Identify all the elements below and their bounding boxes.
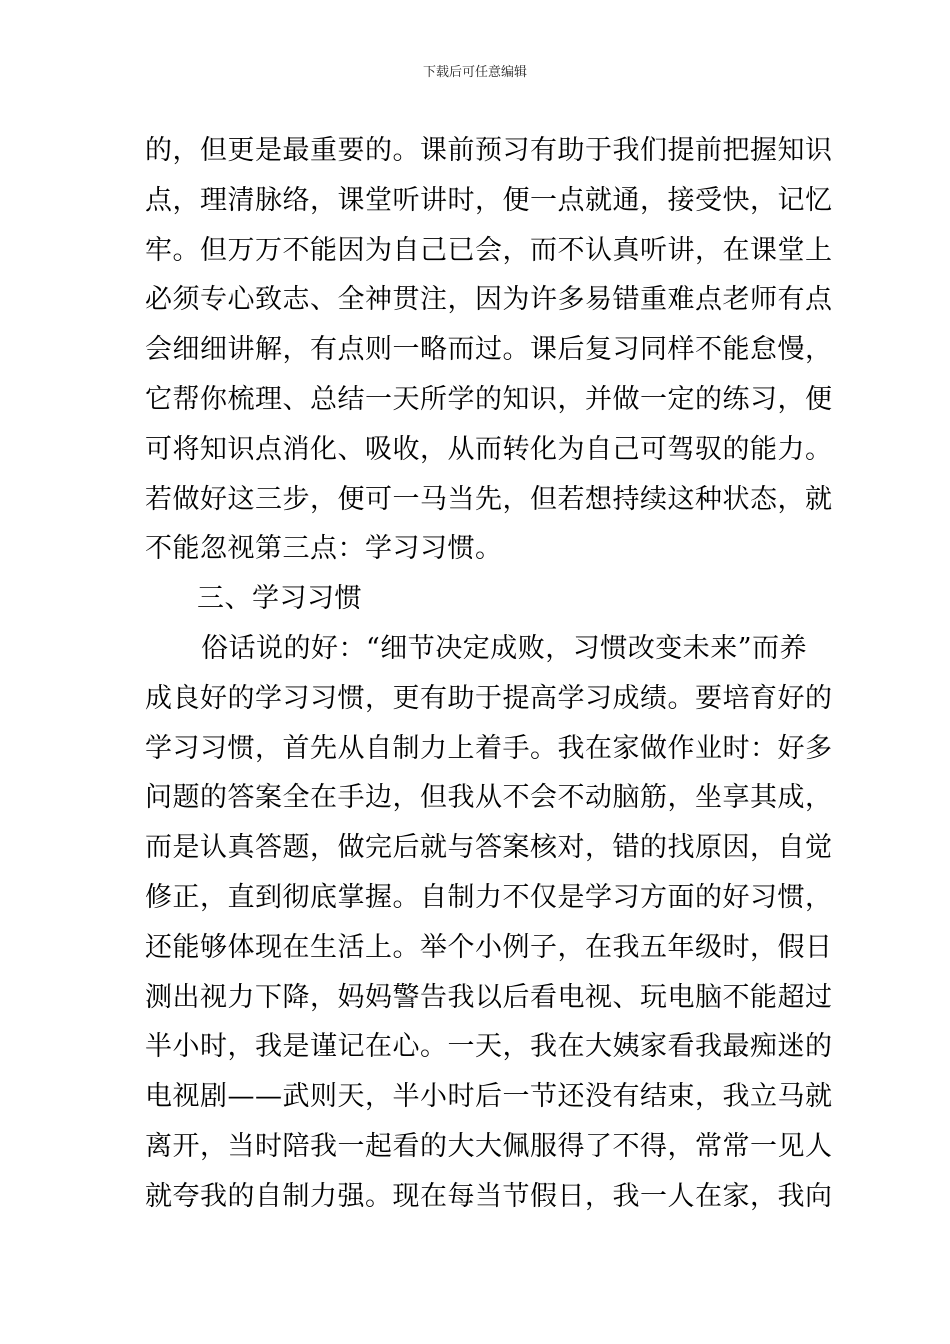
text-line: 点，理清脉络，课堂听讲时，便一点就通，接受快，记忆 [145, 184, 833, 216]
text-line: 半小时，我是谨记在心。一天，我在大姨家看我最痴迷的 [145, 1031, 833, 1063]
text-line: 而是认真答题，做完后就与答案核对，错的找原因，自觉 [145, 832, 833, 864]
text-line: 还能够体现在生活上。举个小例子，在我五年级时，假日 [145, 931, 833, 963]
text-line: 问题的答案全在手边，但我从不会不动脑筋，坐享其成， [145, 782, 833, 814]
document-body [145, 126, 833, 1222]
text-line: 学习习惯，首先从自制力上着手。我在家做作业时：好多 [145, 732, 833, 764]
text-line: 若做好这三步，便可一马当先，但若想持续这种状态，就 [145, 483, 833, 515]
text-line: 的，但更是最重要的。课前预习有助于我们提前把握知识 [145, 135, 833, 166]
section-heading: 三、学习习惯 [197, 583, 362, 615]
text-line: 成良好的学习习惯，更有助于提高学习成绩。要培育好的 [145, 682, 833, 714]
text-line: 牢。但万万不能因为自己已会，而不认真听讲，在课堂上 [145, 234, 833, 266]
paragraph-start-line: 俗话说的好：“细节决定成败，习惯改变未来”而养 [201, 632, 808, 664]
text-line: 必须专心致志、全神贯注，因为许多易错重难点老师有点 [145, 284, 833, 316]
text-line: 电视剧——武则天，半小时后一节还没有结束，我立马就 [145, 1081, 833, 1113]
text-line: 修正，直到彻底掌握。自制力不仅是学习方面的好习惯， [145, 881, 833, 913]
page-header: 下载后可任意编辑 [422, 65, 527, 80]
text-line: 就夸我的自制力强。现在每当节假日，我一人在家，我向 [145, 1180, 833, 1212]
text-line: 测出视力下降，妈妈警告我以后看电视、玩电脑不能超过 [145, 981, 833, 1013]
text-line: 它帮你梳理、总结一天所学的知识，并做一定的练习，便 [145, 383, 833, 415]
text-line: 会细细讲解，有点则一略而过。课后复习同样不能怠慢， [145, 334, 833, 366]
text-line: 不能忽视第三点：学习习惯。 [145, 533, 503, 565]
text-line: 可将知识点消化、吸收，从而转化为自己可驾驭的能力。 [145, 433, 833, 465]
text-line: 离开，当时陪我一起看的大大佩服得了不得，常常一见人 [145, 1130, 833, 1162]
